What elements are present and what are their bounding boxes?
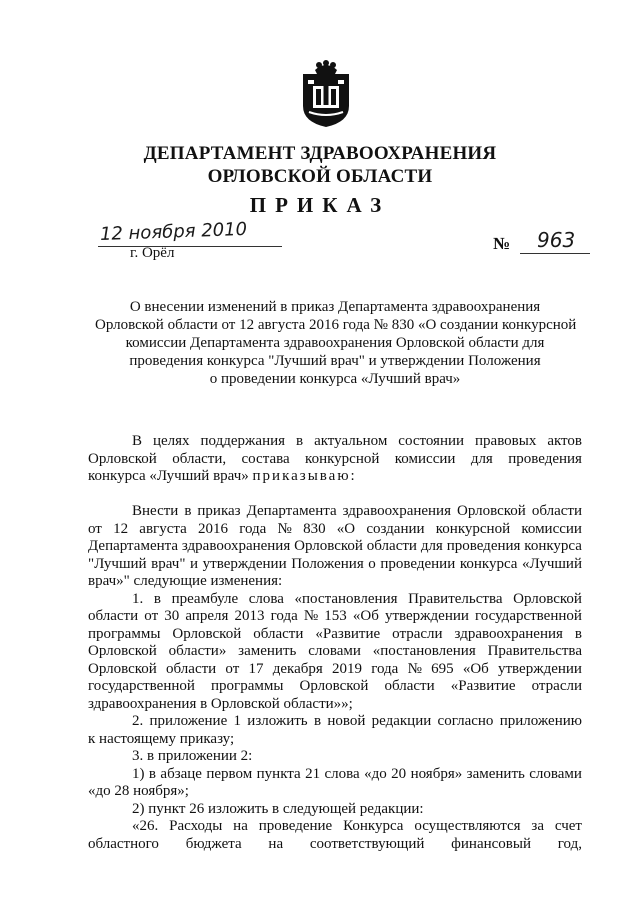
word: и <box>190 555 199 572</box>
word: заменить <box>238 643 297 659</box>
word: счет <box>554 818 582 834</box>
word: целях <box>152 433 190 449</box>
word: финансовый <box>451 835 531 852</box>
text-line <box>88 556 582 574</box>
word: 2019 <box>331 660 362 677</box>
word: Конкурса <box>343 818 404 834</box>
word: «Лучший <box>522 555 582 572</box>
word: областного <box>88 835 159 852</box>
order-keyword: приказываю: <box>252 468 357 484</box>
order-title: ПРИКАЗ <box>249 193 391 217</box>
word: приложение <box>149 713 228 729</box>
word: области» <box>168 643 227 659</box>
word: поддержания <box>200 433 286 449</box>
word: 830 <box>303 520 326 537</box>
word: Правительства <box>487 643 582 659</box>
word: пункта <box>256 765 301 782</box>
word: год, <box>557 835 582 852</box>
word: государственной <box>475 608 582 624</box>
word: 30 <box>164 608 180 624</box>
word: области <box>253 625 304 642</box>
number-underline <box>520 253 590 254</box>
order-number-handwritten: 963 <box>537 228 576 252</box>
order-number-label: № <box>493 234 511 253</box>
word: области <box>88 608 139 624</box>
word: бюджета <box>185 835 242 852</box>
word: Расходы <box>169 818 223 834</box>
word: августа <box>139 520 187 537</box>
text-line <box>88 503 582 521</box>
word: Орловской <box>513 590 582 607</box>
word: Положения <box>291 555 364 572</box>
word: декабря <box>272 660 323 677</box>
word: в <box>313 713 322 729</box>
word: Правительства <box>408 590 503 607</box>
word: года <box>270 608 298 624</box>
text-line <box>88 451 582 469</box>
word: 21 <box>305 765 321 782</box>
order-body <box>88 503 582 853</box>
word: Орловской <box>88 660 157 677</box>
word: 2013 <box>234 608 265 624</box>
word: конкурсной <box>305 450 380 467</box>
word: осуществляются <box>414 818 521 834</box>
word: состоянии <box>398 433 465 449</box>
word: отрасли <box>392 625 443 642</box>
text-line <box>88 661 582 679</box>
word: Внести <box>132 503 179 519</box>
word: № <box>407 660 422 677</box>
word: проведения <box>446 538 521 554</box>
text-segment: конкурса «Лучший врач» <box>88 468 253 484</box>
word: Орловской <box>88 643 157 659</box>
word: № <box>303 608 319 624</box>
word: словами <box>529 765 582 782</box>
word: года <box>239 520 267 537</box>
word: «постановления <box>372 643 476 659</box>
word: словами <box>308 643 361 659</box>
text-line <box>88 643 582 661</box>
word: «до <box>364 765 387 782</box>
subject-line: о проведении конкурса «Лучший врач» <box>209 371 461 387</box>
department-name-line2: ОРЛОВСКОЙ ОБЛАСТИ <box>207 166 433 187</box>
text-line: здравоохранения в Орловской области»»; <box>88 695 353 712</box>
word: «Об <box>352 608 379 624</box>
text-line: «до 28 ноября»; <box>88 783 189 799</box>
text-line: врач»" следующие изменения: <box>88 573 283 589</box>
word: конкурса <box>459 555 518 572</box>
word: Департамента <box>88 538 179 554</box>
word: заменить <box>466 765 525 782</box>
word: состава <box>241 450 290 467</box>
text-line <box>88 608 582 626</box>
word: программы <box>88 625 161 642</box>
text-line: к настоящему приказу; <box>88 730 235 747</box>
word: актов <box>547 433 582 449</box>
text-line <box>88 521 582 539</box>
word: ноября» <box>410 765 463 782</box>
word: государственной <box>88 678 195 694</box>
subject-line: О внесении изменений в приказ Департамента здравоохранения <box>129 299 541 315</box>
word: области <box>384 678 435 694</box>
word: 2. <box>132 713 144 729</box>
text-line <box>88 626 582 644</box>
preamble-paragraph <box>88 433 582 486</box>
word: здравоохранения <box>181 538 291 554</box>
word: Департамента <box>246 503 337 519</box>
subject-line: Орловской области от 12 августа 2016 года № 830 «О создании конкурсной <box>95 317 577 333</box>
word: Орловской <box>172 625 242 642</box>
word: от <box>225 660 240 677</box>
text-line <box>88 591 582 609</box>
text-line <box>88 538 582 556</box>
word: № <box>277 520 292 537</box>
word: в <box>184 503 192 519</box>
word: редакции <box>371 713 432 729</box>
word: соответствующий <box>309 835 425 852</box>
word: слова <box>324 765 360 782</box>
word: программы <box>211 678 284 694</box>
word: на <box>268 835 284 852</box>
word: для <box>470 450 493 467</box>
word: комиссии <box>521 520 582 537</box>
word: Орловской <box>294 538 363 554</box>
word: 12 <box>113 520 129 537</box>
word: отрасли <box>531 678 582 694</box>
word: 17 <box>248 660 264 677</box>
word: приказ <box>197 503 241 519</box>
word: утверждении <box>384 608 469 624</box>
word: за <box>531 818 544 834</box>
text-line <box>88 818 582 836</box>
word: области <box>166 660 217 677</box>
word: «Развитие <box>450 678 516 694</box>
text-line <box>88 468 582 486</box>
word: утверждении <box>498 660 582 677</box>
order-subject <box>95 298 575 388</box>
word: «О <box>336 520 356 537</box>
word: 20 <box>391 765 407 782</box>
text-line: 2) пункт 26 изложить в следующей редакции: <box>132 800 424 817</box>
word: В <box>132 433 143 449</box>
text-line <box>88 713 582 731</box>
word: 153 <box>324 608 347 624</box>
word: области <box>531 503 582 519</box>
word: 1) <box>132 765 145 782</box>
word: абзаце <box>160 765 202 782</box>
word: врач" <box>151 555 186 572</box>
word: от <box>88 520 102 537</box>
order-date-handwritten: 12 ноября 2010 <box>99 218 248 245</box>
department-name-line1: ДЕПАРТАМЕНТ ЗДРАВООХРАНЕНИЯ <box>143 143 497 164</box>
word: проведении <box>380 555 456 572</box>
word: в <box>148 765 156 782</box>
word: слова <box>248 590 284 607</box>
word: на <box>233 818 248 834</box>
word: области <box>366 538 417 554</box>
word: утверждении <box>202 555 287 572</box>
word: для <box>420 538 443 554</box>
word: апреля <box>185 608 229 624</box>
word: 695 <box>431 660 454 677</box>
word: преамбуле <box>171 590 239 607</box>
word: 1 <box>233 713 242 729</box>
word: конкурсной <box>435 520 511 537</box>
word: 1. <box>132 590 144 607</box>
word: «постановления <box>294 590 398 607</box>
word: Орловской <box>299 678 369 694</box>
text-line <box>88 766 582 784</box>
word: создании <box>366 520 425 537</box>
word: в <box>153 590 161 607</box>
word: в <box>296 433 304 449</box>
word: о <box>368 555 376 572</box>
word: «Об <box>462 660 489 677</box>
word: конкурса <box>524 538 582 554</box>
word: согласно <box>437 713 494 729</box>
text-line: 3. в приложении 2: <box>132 748 253 764</box>
word: актуальном <box>314 433 388 449</box>
word: Орловской <box>88 450 157 467</box>
word: области, <box>172 450 227 467</box>
word: «Развитие <box>315 625 381 642</box>
word: здравоохранения <box>342 503 451 519</box>
word: в <box>574 625 582 642</box>
word: изложить <box>247 713 308 729</box>
word: Орловской <box>457 503 526 519</box>
date-underline <box>98 246 282 247</box>
word: приложению <box>499 713 582 729</box>
word: правовых <box>475 433 537 449</box>
word: 2016 <box>197 520 228 537</box>
word: проведения <box>508 450 582 467</box>
word: от <box>144 608 159 624</box>
word: здравоохранения <box>454 625 563 642</box>
word: года <box>371 660 399 677</box>
subject-line: комиссии Департамента здравоохранения Орловской области для <box>125 335 545 351</box>
subject-line: проведения конкурса "Лучший врач" и утверждении Положения <box>129 353 541 369</box>
word: новой <box>327 713 366 729</box>
order-city: г. Орёл <box>130 245 175 261</box>
word: комиссии <box>394 450 456 467</box>
word: «26. <box>132 818 159 834</box>
word: "Лучший <box>88 555 147 572</box>
text-line <box>88 433 582 451</box>
word: проведение <box>258 818 333 834</box>
coat-of-arms-icon <box>299 60 353 128</box>
text-line <box>88 678 582 696</box>
word: первом <box>206 765 253 782</box>
text-line <box>88 836 582 854</box>
